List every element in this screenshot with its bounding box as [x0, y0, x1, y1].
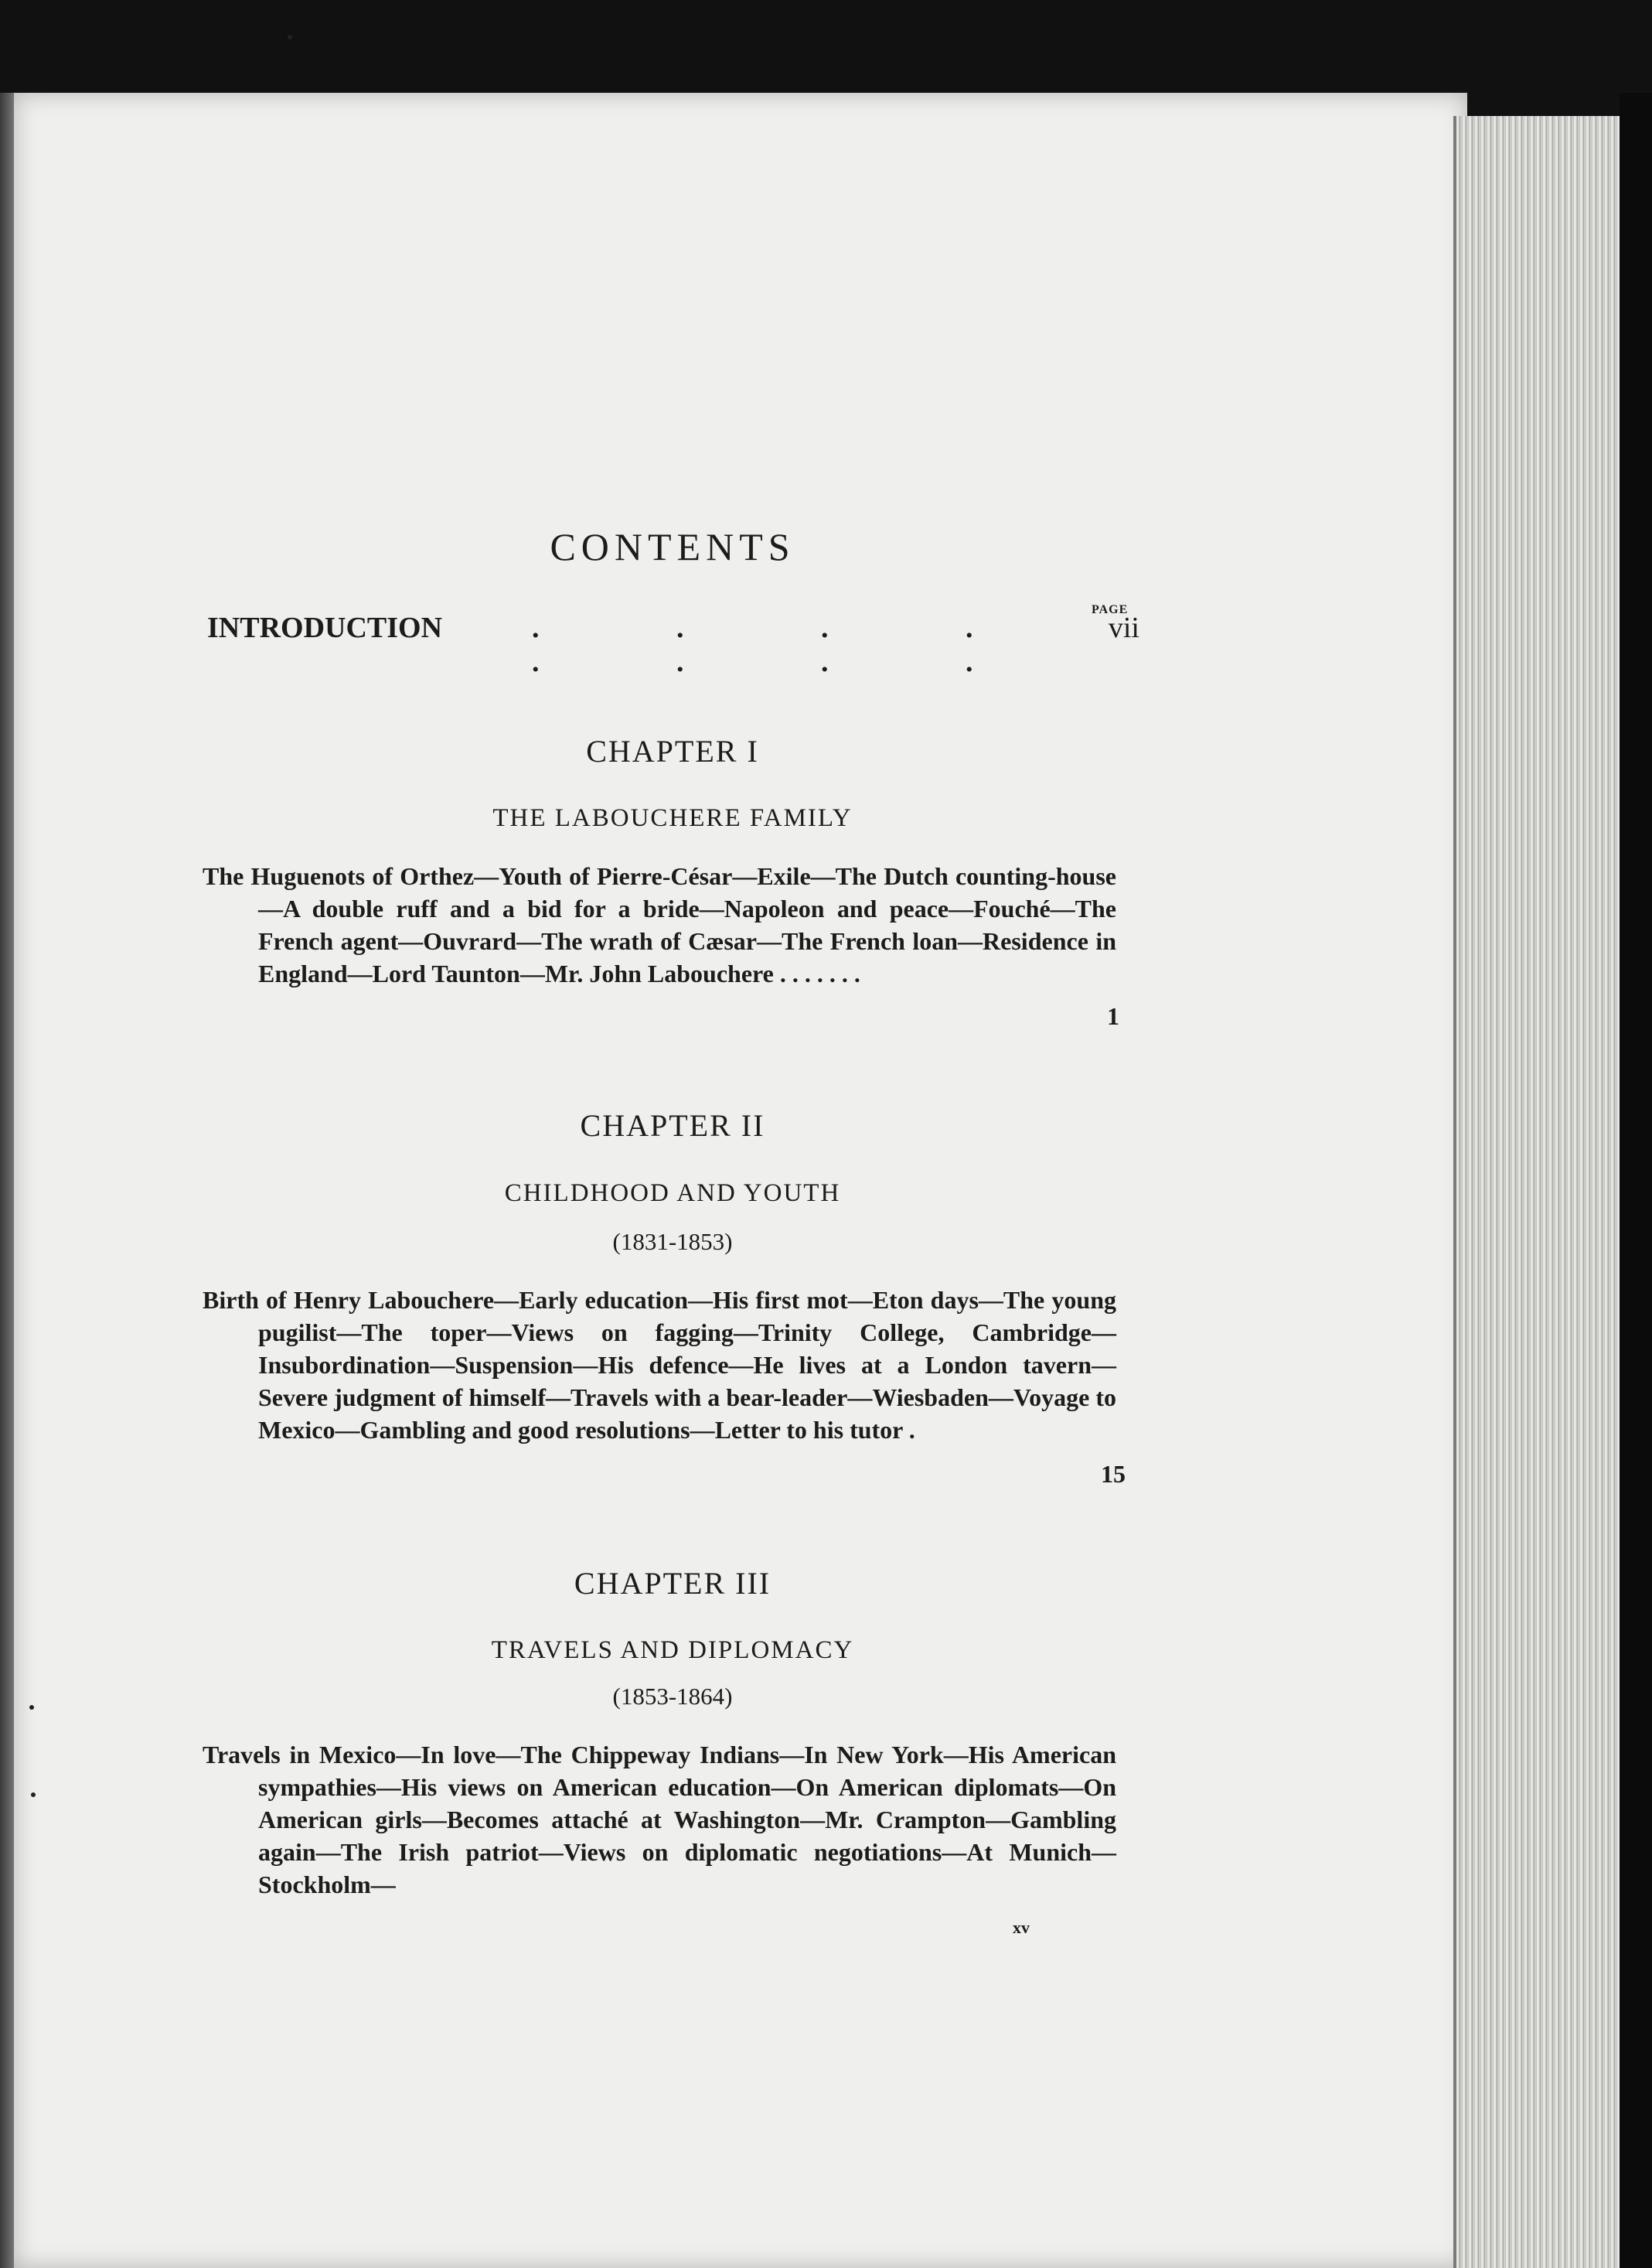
leader-dots: . . . . . . . .	[532, 612, 1038, 678]
chapter-summary: The Huguenots of Orthez—Youth of Pierre-César—Exile—The Dutch counting-house—A double ruff and a bid for a bride—Napoleon and peace—Fouché—The French agent—Ouvrard—The wrath of Cæsar—The French loan—Residence in England—Lord Taunton—Mr. John Labouchere . . . . . . .	[203, 862, 1116, 987]
introduction-page: vii	[1108, 612, 1139, 644]
chapter-heading: CHAPTER II	[580, 1108, 765, 1143]
chapter-heading: CHAPTER I	[586, 734, 759, 769]
page-column-label: PAGE	[1092, 603, 1129, 616]
chapter-summary: Travels in Mexico—In love—The Chippeway Indians—In New York—His American sympathies—His views on American education—On American diplomats—On American girls—Becomes attaché at Washington—Mr. Crampton—Gambling again—The Irish patriot—Views on diplomatic negotiations—At Munich—Stockholm—	[203, 1741, 1116, 1898]
chapter-years: (1831-1853)	[612, 1228, 733, 1255]
introduction-label: INTRODUCTION	[207, 612, 443, 644]
page-fore-edge	[1453, 116, 1623, 2268]
chapter-title: TRAVELS AND DIPLOMACY	[491, 1636, 854, 1664]
page-folio: xv	[1013, 1918, 1030, 1937]
chapter-heading: CHAPTER III	[574, 1566, 772, 1601]
fore-edge-shadow	[1620, 93, 1652, 2268]
chapter-summary: Birth of Henry Labouchere—Early education—His first mot—Eton days—The young pugilist—The toper—Views on fagging—Trinity College, Cambridge—Insubordination—Suspension—His defence—He lives at a London tavern—Severe judgment of himself—Travels with a bear-leader—Wiesbaden—Voyage to Mexico—Gambling and good resolutions—Letter to his tutor .	[203, 1286, 1116, 1444]
introduction-entry	[207, 611, 1139, 678]
chapter-years: (1853-1864)	[612, 1683, 733, 1710]
chapter-title: CHILDHOOD AND YOUTH	[504, 1179, 841, 1207]
chapter-page: 1	[1107, 1002, 1119, 1030]
chapter-title: THE LABOUCHERE FAMILY	[492, 804, 853, 832]
contents-title: CONTENTS	[550, 525, 795, 568]
chapter-page: 15	[1101, 1460, 1126, 1488]
